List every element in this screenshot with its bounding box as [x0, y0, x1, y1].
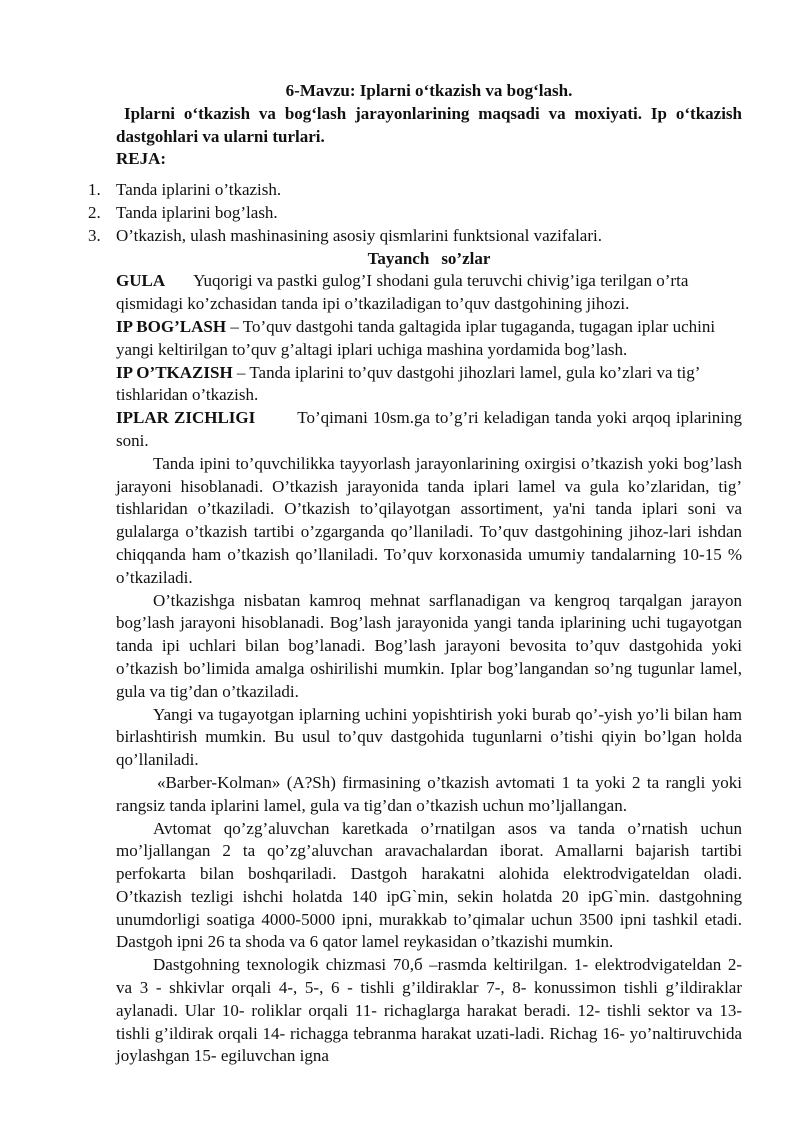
definition-term: IP O’TKAZISH [116, 362, 233, 382]
definition-text: – To’quv dastgohi tanda galtagida iplar tugaganda, tugagan iplar uchini yangi keltirilgan to’quv g’altagi iplari uchiga mashina yordamida bog’lash. [116, 316, 716, 359]
definition-text: To’qimani 10sm.ga to’g’ri keladigan tanda yoki arqoq iplarining soni. [116, 408, 743, 450]
plan-item [88, 179, 742, 202]
keywords-heading-word: Tayanch [367, 248, 430, 268]
body-paragraph: O’tkazishga nisbatan kamroq mehnat sarflanadigan va kengroq tarqalgan jarayon bog’lash jarayoni hisoblanadi. Bog’lash jarayonida yangi tanda iplarining uchi tugayotgan tanda ipi uchlari bilan bog’lanadi. Bog’lash jarayoni bevosita to’quv dastgohida yoki o’tkazish bo’limida amalga oshirilishi mumkin. Iplar bog’langandan so’ng tugunlar lamel, gula va tig’dan o’tkaziladi. [116, 590, 742, 701]
keywords-heading-word: so’zlar [441, 248, 491, 268]
body-paragraph: Dastgohning texnologik chizmasi 70,б –rasmda keltirilgan. 1- elektrodvigateldan 2- va 3 - shkivlar orqali 4-, 5-, 6 - tishli g’ildiraklar 7-, 8- konussimon tishli g’ildiraklar aylanadi. Ular 10- roliklar orqali 11- richaglarga harakat beradi. 12- tishli sektor va 13- tishli g’ildirak orqali 14- richagga tebranma harakat uzati-ladi. Richag 16- yo’naltiruvchida joylashgan 15- egiluvchan igna [116, 955, 742, 1066]
plan-list [88, 179, 742, 247]
definition-text: – Tanda iplarini to’quv dastgohi jihozlari lamel, gula ko’zlari va tig’ tishlaridan o’tkazish. [116, 362, 700, 405]
document-subtitle: Iplarni o‘tkazish va bog‘lash jarayonlarining maqsadi va moxiyati. Ip o‘tkazish dastgohlari va ularni turlari. [116, 103, 742, 146]
definition-entry [116, 362, 742, 408]
body-paragraph: Avtomat qo’zg’aluvchan karetkada o’rnatilgan asos va tanda o’rnatish uchun mo’ljallangan 2 ta qo’zg’aluvchan aravachalardan iborat. Amallarni bajarish tartibi perfokarta bilan boshqariladi. Dastgoh harakatni alohida elektrodvigateldan oladi. O’tkazish tezligi ishchi holatda 140 ipG`min, sekin holatda 20 ipG`min. dastgohning unumdorligi soatiga 4000-5000 ipni, murakkab to’qimalar uchun 3500 ipni tashkil etadi. Dastgoh ipni 26 ta shoda va 6 qator lamel reykasidan o’tkazishi mumkin. [116, 818, 742, 952]
document-body [88, 80, 743, 1068]
plan-item-text: Tanda iplarini bog’lash. [116, 202, 278, 222]
definition-entry [116, 407, 742, 453]
definition-term: IPLAR ZICHLIGI [116, 408, 256, 428]
body-paragraph: Yangi va tugayotgan iplarning uchini yopishtirish yoki burab qo’-yish yo’li bilan ham birlashtirish mumkin. Bu usul to’quv dastgohida tugunlarni o’tishi qiyin bo’lgan holda qo’llaniladi. [116, 704, 742, 770]
plan-item-text: O’tkazish, ulash mashinasining asosiy qismlarini funktsional vazifalari. [116, 225, 602, 245]
keywords-heading [116, 248, 742, 271]
plan-item [88, 225, 742, 248]
plan-item [88, 202, 742, 225]
definition-text: Yuqorigi va pastki gulog’I shodani gula teruvchi chivig’iga terilgan o’rta qismidagi ko’zchasidan tanda ipi o’tkaziladigan to’quv dastgohining jihozi. [116, 271, 689, 314]
plan-item-number: 3. [88, 225, 101, 245]
definition-term: IP BOG’LASH [116, 316, 227, 336]
plan-item-number: 2. [88, 202, 101, 222]
definition-term: GULA [116, 271, 166, 291]
body-paragraph: «Barber-Kolman» (A?Sh) firmasining o’tkazish avtomati 1 ta yoki 2 ta rangli yoki rangsiz tanda iplarini lamel, gula va tig’dan o’tkazish uchun mo’ljallangan. [116, 772, 742, 815]
plan-label: REJA: [116, 149, 167, 169]
document-title: 6-Mavzu: Iplarni o‘tkazish va bog‘lash. [285, 81, 573, 100]
plan-item-number: 1. [88, 180, 101, 200]
body-paragraph: Tanda ipini to’quvchilikka tayyorlash jarayonlarining oxirgisi o’tkazish yoki bog’lash jarayoni hisoblanadi. O’tkazish jarayonida tanda iplari lamel va gula ko’zlaridan, tig’ tishlaridan o’tkaziladi. O’tkazish to’qilayotgan assortiment, ya'ni tanda iplari soni va gulalarga o’tkazish tartibi o’zgarganda qo’llaniladi. To’quv dastgohining jihoz-lari ishdan chiqqanda ham o’tkazish qo’llaniladi. To’quv korxonasida umumiy tandalarning 10-15 % o’tkaziladi. [116, 453, 742, 587]
definition-entry [116, 270, 742, 316]
definition-entry [116, 316, 742, 362]
plan-item-text: Tanda iplarini o’tkazish. [116, 180, 282, 200]
